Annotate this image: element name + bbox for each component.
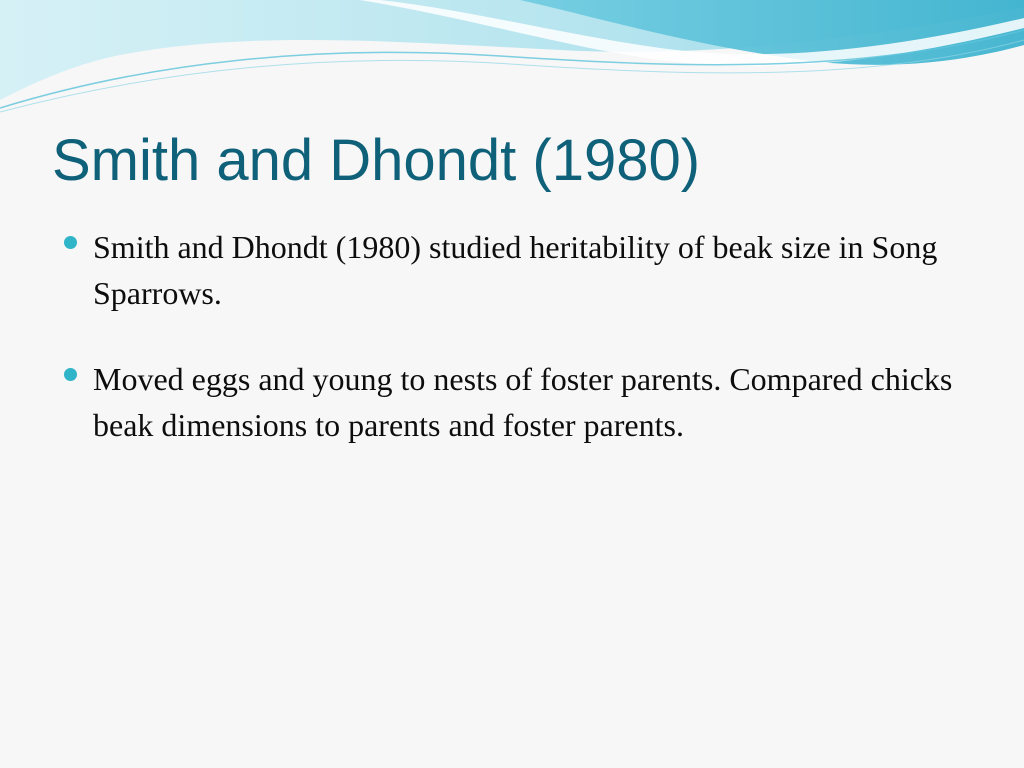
list-item [64, 224, 964, 316]
bullet-text: Moved eggs and young to nests of foster parents. Compared chicks beak dimensions to parents and foster parents. [93, 361, 953, 443]
bullet-dot-icon [64, 236, 77, 249]
bullet-text: Smith and Dhondt (1980) studied heritability of beak size in Song Sparrows. [93, 229, 938, 311]
page-title: Smith and Dhondt (1980) [52, 128, 701, 193]
list-item [64, 356, 964, 448]
header-wave-decoration [0, 0, 1024, 130]
bullet-dot-icon [64, 368, 77, 381]
bullet-list [64, 224, 964, 488]
